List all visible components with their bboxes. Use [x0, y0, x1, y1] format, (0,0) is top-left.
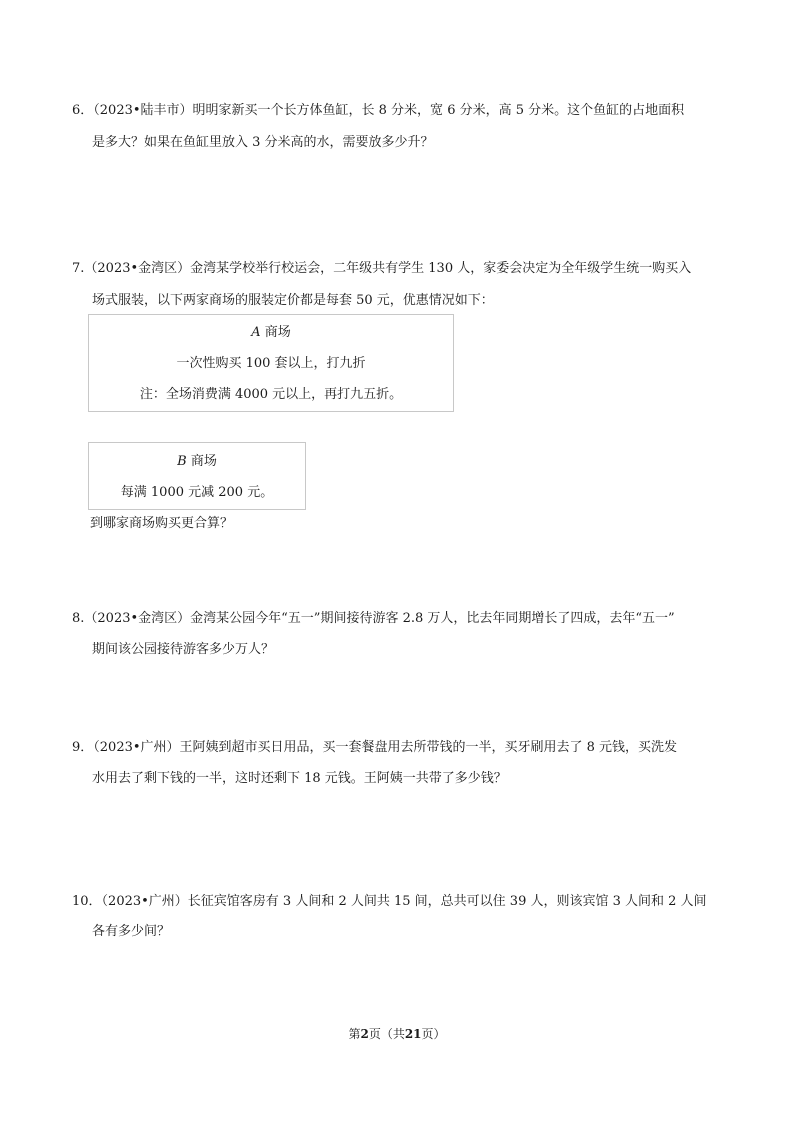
q8-line-1: 8.（2023•金湾区）金湾某公园今年“五一”期间接待游客 2.8 万人，比去年同期增长了四成，去年“五一” [72, 611, 675, 626]
mall-b-letter: B [177, 454, 187, 469]
footer-suffix: 页） [421, 1027, 446, 1041]
mall-b-title [89, 453, 305, 471]
q7-line-2: 场式服装，以下两家商场的服装定价都是每套 50 元，优惠情况如下： [92, 293, 494, 308]
q10-line-2: 各有多少间？ [92, 924, 171, 939]
mall-b-name: 商场 [190, 454, 217, 469]
q7-question: 到哪家商场购买更合算？ [90, 516, 234, 531]
page-footer [0, 1025, 794, 1042]
footer-prefix: 第 [348, 1027, 361, 1041]
mall-a-note: 注：全场消费满 4000 元以上，再打九五折。 [139, 387, 403, 402]
mall-a-name: 商场 [264, 325, 291, 340]
footer-total-pages: 21 [404, 1027, 422, 1041]
mall-b-box [88, 442, 306, 510]
q9-line-1: 9．（2023•广州）王阿姨到超市买日用品，买一套餐盘用去所带钱的一半，买牙刷用去了 8 元钱，买洗发 [72, 740, 678, 755]
q9-line-2: 水用去了剩下钱的一半，这时还剩下 18 元钱。王阿姨一共带了多少钱？ [92, 771, 507, 786]
mall-a-rule: 一次性购买 100 套以上，打九折 [176, 356, 366, 371]
footer-middle: 页（共 [368, 1027, 405, 1041]
mall-b-rule: 每满 1000 元减 200 元。 [120, 485, 274, 500]
q10-line-1: 10．（2023•广州）长征宾馆客房有 3 人间和 2 人间共 15 间，总共可以住 39 人，则该宾馆 3 人间和 2 人间 [72, 894, 707, 909]
mall-a-title [89, 324, 453, 342]
q7-line-1: 7.（2023•金湾区）金湾某学校举行校运会，二年级共有学生 130 人，家委会决定为全年级学生统一购买入 [72, 261, 692, 276]
q8-line-2: 期间该公园接待游客多少万人？ [92, 642, 275, 657]
footer-page-number: 2 [360, 1027, 369, 1041]
q6-line-2: 是多大？如果在鱼缸里放入 3 分米高的水，需要放多少升？ [92, 135, 434, 150]
mall-a-box [88, 314, 454, 412]
q6-line-1: 6．（2023•陆丰市）明明家新买一个长方体鱼缸，长 8 分米，宽 6 分米，高 5 分米。这个鱼缸的占地面积 [72, 103, 685, 118]
mall-a-letter: A [251, 325, 261, 340]
